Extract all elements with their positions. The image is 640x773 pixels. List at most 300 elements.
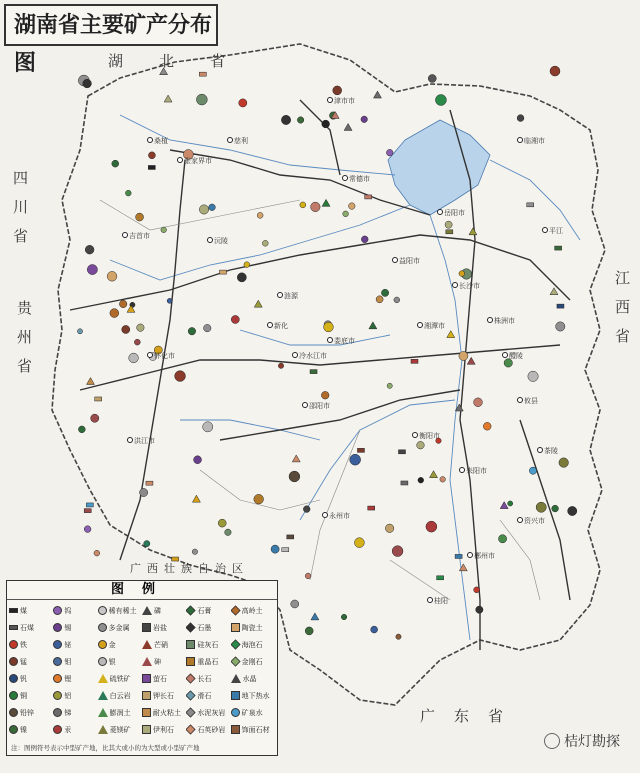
legend-item — [53, 636, 97, 653]
mineral-symbol — [282, 548, 289, 552]
legend-label: 铝 — [64, 691, 72, 700]
city-dot — [538, 448, 543, 453]
legend-item — [98, 602, 142, 619]
legend-label: 菱镁矿 — [109, 725, 131, 734]
legend-item — [98, 704, 142, 721]
mineral-symbol — [244, 262, 250, 268]
city-label: 涟源 — [284, 292, 298, 300]
mineral-symbol — [361, 116, 368, 123]
mineral-symbol — [175, 371, 186, 382]
city-label: 攸县 — [524, 397, 538, 405]
legend-item — [142, 636, 186, 653]
mineral-symbol — [311, 202, 321, 212]
mineral-symbol — [459, 271, 465, 277]
legend-item — [9, 602, 53, 619]
legend-item — [142, 619, 186, 636]
legend-item — [9, 721, 53, 738]
legend-label: 金 — [108, 640, 116, 649]
mineral-symbol — [418, 477, 424, 483]
mineral-symbol — [91, 414, 99, 422]
city-dot — [343, 176, 348, 181]
mineral-symbol — [361, 236, 368, 243]
mineral-symbol — [357, 448, 364, 452]
legend-symbol-icon — [53, 674, 62, 683]
mineral-symbol — [167, 298, 172, 303]
legend-symbol-icon — [9, 725, 18, 734]
legend-symbol-icon — [98, 674, 108, 683]
mineral-symbol — [365, 195, 372, 199]
legend-label: 钼 — [64, 657, 72, 666]
city-dot — [418, 323, 423, 328]
legend-label: 钒 — [20, 674, 27, 683]
mineral-symbol — [237, 273, 246, 282]
legend-symbol-icon — [98, 640, 107, 649]
city-label: 冷水江市 — [299, 352, 327, 360]
mineral-symbol — [387, 383, 392, 388]
mineral-symbol — [446, 230, 453, 234]
legend-label: 水晶 — [242, 674, 257, 683]
mineral-symbol — [394, 297, 400, 303]
mineral-symbol — [411, 359, 418, 363]
legend-symbol-icon — [186, 690, 196, 700]
mineral-symbol — [86, 503, 93, 507]
mineral-symbol — [300, 202, 306, 208]
legend-symbol-icon — [9, 608, 18, 613]
mineral-symbol — [146, 481, 153, 485]
mineral-symbol — [281, 115, 290, 124]
legend-label: 锂 — [64, 674, 72, 683]
mineral-symbol — [254, 494, 264, 504]
legend-label: 铜 — [20, 691, 27, 700]
wechat-icon — [544, 733, 560, 749]
mineral-symbol — [398, 450, 405, 454]
mineral-symbol — [85, 245, 94, 254]
mineral-symbol — [381, 289, 388, 296]
neighbor-guangxi: 广西壮族自治区 — [130, 562, 249, 575]
legend-symbol-icon — [98, 623, 107, 632]
mineral-symbol — [483, 422, 491, 430]
legend-label: 长石 — [197, 674, 212, 683]
legend-item — [53, 704, 97, 721]
mineral-symbol — [225, 529, 231, 535]
legend-label: 金刚石 — [241, 657, 263, 666]
legend-label: 高岭土 — [241, 606, 263, 615]
mineral-symbol — [188, 327, 195, 334]
mineral-symbol — [84, 526, 91, 533]
mineral-symbol — [555, 246, 562, 250]
legend-item — [98, 670, 142, 687]
mineral-symbol — [287, 535, 294, 539]
legend-label: 锰 — [20, 657, 27, 666]
mineral-symbol — [194, 456, 202, 464]
mineral-symbol — [297, 117, 303, 123]
mineral-symbol — [137, 324, 145, 332]
mineral-symbol — [350, 454, 361, 465]
legend-item — [53, 653, 97, 670]
mineral-symbol — [209, 204, 216, 211]
mineral-symbol — [341, 614, 346, 619]
legend-item — [9, 670, 53, 687]
city-dot — [503, 353, 508, 358]
city-dot — [293, 353, 298, 358]
mineral-symbol — [77, 329, 82, 334]
legend-symbol-icon — [231, 708, 240, 717]
legend-label: 白云岩 — [109, 691, 131, 700]
legend-label: 稀有稀土 — [108, 606, 137, 615]
mineral-symbol — [110, 309, 119, 318]
legend-item — [231, 636, 275, 653]
neighbor-sichuan: 四川省 — [11, 170, 29, 257]
legend-symbol-icon — [98, 725, 108, 734]
city-label: 娄底市 — [334, 337, 355, 345]
city-dot — [438, 210, 443, 215]
legend-label: 锡 — [64, 623, 72, 632]
legend-item — [142, 602, 186, 619]
city-dot — [460, 468, 465, 473]
mineral-symbol — [476, 606, 483, 613]
mineral-symbol — [428, 74, 436, 82]
mineral-symbol — [557, 304, 564, 308]
mineral-symbol — [556, 322, 565, 331]
legend-label: 海泡石 — [241, 640, 263, 649]
legend-symbol-icon — [186, 622, 196, 632]
mineral-symbol — [305, 573, 311, 579]
mineral-symbol — [437, 576, 444, 580]
neighbor-north: 湖 北 省 — [108, 52, 228, 70]
mineral-symbol — [527, 203, 534, 207]
legend-item — [231, 687, 275, 704]
mineral-symbol — [134, 339, 140, 345]
watermark — [544, 731, 620, 751]
legend-label: 水泥灰岩 — [197, 708, 226, 717]
legend-symbol-icon — [142, 708, 151, 717]
mineral-symbol — [271, 545, 279, 553]
mineral-symbol — [148, 165, 155, 169]
legend-symbol-icon — [186, 657, 195, 666]
city-dot — [468, 553, 473, 558]
city-dot — [393, 258, 398, 263]
mineral-symbol — [354, 538, 364, 548]
city-dot — [128, 438, 133, 443]
legend-label: 硫铁矿 — [109, 674, 131, 683]
legend-item — [186, 602, 230, 619]
mineral-symbol — [508, 501, 513, 506]
legend-item — [142, 687, 186, 704]
legend-item — [186, 704, 230, 721]
city-dot — [453, 283, 458, 288]
legend-label: 重晶石 — [197, 657, 219, 666]
city-label: 醴陵 — [509, 352, 523, 360]
legend-item — [142, 721, 186, 738]
city-dot — [303, 403, 308, 408]
legend-item — [53, 687, 97, 704]
city-label: 资兴市 — [524, 517, 545, 525]
mineral-symbol — [262, 240, 268, 246]
legend-symbol-icon — [9, 691, 18, 700]
mineral-symbol — [136, 213, 144, 221]
legend-label: 陶瓷土 — [241, 623, 263, 632]
city-label: 洪江市 — [134, 437, 155, 445]
mineral-symbol — [278, 363, 283, 368]
mineral-symbol — [343, 211, 349, 217]
city-label: 岳阳市 — [444, 209, 465, 217]
mineral-symbol — [119, 300, 126, 307]
city-label: 慈利 — [234, 137, 248, 145]
legend-label: 钨 — [64, 606, 72, 615]
mineral-symbol — [552, 505, 559, 512]
mineral-symbol — [303, 506, 310, 513]
legend-symbol-icon — [53, 657, 62, 666]
legend-label: 银 — [108, 657, 116, 666]
city-dot — [328, 98, 333, 103]
mineral-symbol — [435, 95, 446, 106]
mineral-symbol — [289, 471, 300, 482]
city-label: 长沙市 — [459, 282, 480, 290]
legend-item — [98, 721, 142, 738]
city-dot — [178, 158, 183, 163]
city-label: 永州市 — [329, 512, 350, 520]
mineral-symbol — [349, 203, 356, 210]
legend-label: 汞 — [64, 725, 72, 734]
mineral-symbol — [231, 315, 239, 323]
legend-label: 硅灰石 — [197, 640, 219, 649]
legend-symbol-icon — [9, 640, 18, 649]
legend-item — [9, 636, 53, 653]
legend-label: 膨润土 — [109, 708, 131, 717]
mineral-symbol — [386, 149, 393, 156]
mineral-symbol — [94, 550, 100, 556]
city-dot — [518, 518, 523, 523]
mineral-symbol — [445, 221, 452, 228]
mineral-symbol — [112, 160, 119, 167]
city-label: 株洲市 — [494, 317, 515, 325]
mineral-symbol — [568, 506, 577, 515]
mineral-symbol — [199, 72, 206, 76]
city-dot — [323, 513, 328, 518]
city-label: 怀化市 — [154, 352, 175, 360]
legend-item — [231, 653, 275, 670]
legend-label: 锑 — [64, 708, 72, 717]
city-label: 桑植 — [154, 137, 168, 145]
legend-grid — [7, 600, 277, 738]
legend-label: 铋 — [64, 640, 72, 649]
legend-symbol-icon — [9, 708, 18, 717]
mineral-symbol — [550, 66, 560, 76]
legend-note: 注：图例符号表示中型矿产地，比其大或小的为大型或小型矿产地 — [11, 744, 200, 752]
legend-item — [53, 721, 97, 738]
mineral-symbol — [305, 627, 313, 635]
legend-item — [142, 704, 186, 721]
legend-symbol-icon — [186, 605, 196, 615]
legend-item — [53, 619, 97, 636]
city-label: 郴州市 — [474, 552, 495, 560]
legend-symbol-icon — [186, 724, 196, 734]
legend-symbol-icon — [9, 625, 18, 630]
mineral-symbol — [199, 205, 208, 214]
mineral-symbol — [455, 554, 462, 558]
legend-symbol-icon — [231, 674, 241, 683]
legend-label: 滑石 — [197, 691, 212, 700]
mineral-symbol — [322, 120, 330, 128]
city-dot — [228, 138, 233, 143]
city-dot — [543, 228, 548, 233]
legend-label: 芒硝 — [153, 640, 168, 649]
mineral-symbol — [148, 152, 155, 159]
city-label: 津市市 — [334, 97, 355, 105]
mineral-symbol — [324, 322, 334, 332]
mineral-symbol — [257, 212, 263, 218]
mineral-symbol — [559, 458, 569, 468]
mineral-symbol — [333, 86, 342, 95]
mineral-symbol — [426, 521, 437, 532]
legend-item — [9, 704, 53, 721]
mineral-symbol — [368, 506, 375, 510]
legend-symbol-icon — [98, 708, 108, 717]
legend-symbol-icon — [98, 691, 108, 700]
legend-label: 石英砂岩 — [197, 725, 226, 734]
mineral-symbol — [459, 351, 468, 360]
mineral-symbol — [84, 509, 91, 513]
legend-symbol-icon — [231, 725, 240, 734]
city-dot — [413, 433, 418, 438]
mineral-symbol — [396, 634, 401, 639]
mineral-symbol — [498, 535, 506, 543]
city-dot — [518, 138, 523, 143]
mineral-symbol — [239, 99, 247, 107]
legend-label: 煤 — [20, 606, 27, 615]
city-dot — [123, 233, 128, 238]
mineral-symbol — [529, 467, 536, 474]
legend-symbol-icon — [9, 657, 18, 666]
city-dot — [148, 138, 153, 143]
mineral-symbol — [161, 227, 167, 233]
mineral-symbol — [144, 541, 150, 547]
city-dot — [148, 353, 153, 358]
legend-label: 饰面石材 — [241, 725, 270, 734]
legend-label: 伊利石 — [152, 725, 174, 734]
city-label: 茶陵 — [544, 447, 558, 455]
legend-symbol-icon — [142, 674, 151, 683]
legend-item — [142, 670, 186, 687]
legend-item — [53, 670, 97, 687]
mineral-symbol — [392, 546, 403, 557]
legend-label: 镍 — [20, 725, 27, 734]
map-title: 湖南省主要矿产分布图 — [4, 4, 218, 46]
mineral-symbol — [474, 398, 483, 407]
legend-label: 石膏 — [197, 606, 212, 615]
legend-item — [231, 670, 275, 687]
legend-symbol-icon — [53, 725, 62, 734]
legend-symbol-icon — [231, 691, 240, 700]
city-label: 临湘市 — [524, 137, 545, 145]
legend-item — [186, 619, 230, 636]
mineral-symbol — [218, 519, 226, 527]
mineral-symbol — [321, 391, 329, 399]
legend-item — [186, 653, 230, 670]
legend-item — [186, 687, 230, 704]
mineral-symbol — [220, 270, 227, 274]
city-label: 衡阳市 — [419, 432, 440, 440]
city-dot — [278, 293, 283, 298]
city-label: 新化 — [274, 322, 288, 330]
legend-symbol-icon — [53, 708, 62, 717]
mineral-symbol — [440, 477, 446, 483]
mineral-symbol — [310, 370, 317, 374]
legend-label: 萤石 — [152, 674, 167, 683]
city-label: 湘潭市 — [424, 322, 445, 330]
legend-label: 石墨 — [197, 623, 212, 632]
mineral-symbol — [417, 441, 425, 449]
legend-item — [231, 602, 275, 619]
legend-label: 铁 — [20, 640, 27, 649]
legend-symbol-icon — [142, 623, 151, 632]
legend-symbol-icon — [142, 640, 152, 649]
legend-item — [9, 687, 53, 704]
city-label: 沅陵 — [214, 237, 228, 245]
mineral-symbol — [291, 600, 299, 608]
mineral-symbol — [125, 190, 131, 196]
mineral-symbol — [196, 94, 207, 105]
legend-symbol-icon — [231, 605, 241, 615]
legend-item — [231, 619, 275, 636]
legend-symbol-icon — [142, 606, 152, 615]
legend-label: 砷 — [153, 657, 161, 666]
mineral-symbol — [204, 324, 211, 331]
legend-symbol-icon — [53, 623, 62, 632]
legend-symbol-icon — [142, 691, 151, 700]
legend-symbol-icon — [98, 606, 107, 615]
city-dot — [518, 398, 523, 403]
mineral-symbol — [401, 481, 408, 485]
mineral-symbol — [474, 587, 480, 593]
mineral-symbol — [536, 502, 546, 512]
legend-label: 石煤 — [20, 623, 34, 632]
mineral-symbol — [376, 296, 383, 303]
legend-symbol-icon — [53, 640, 62, 649]
legend-symbol-icon — [186, 707, 196, 717]
legend-item — [142, 653, 186, 670]
legend-label: 耐火粘土 — [152, 708, 181, 717]
watermark-text: 桔灯勘探 — [564, 734, 620, 750]
city-label: 平江 — [549, 227, 563, 235]
city-label: 张家界市 — [184, 157, 212, 165]
neighbor-jiangxi: 江西省 — [613, 270, 631, 357]
mineral-symbol — [83, 79, 92, 88]
legend-symbol-icon — [53, 606, 62, 615]
legend-item — [98, 636, 142, 653]
neighbor-guizhou: 贵州省 — [15, 300, 33, 387]
legend-symbol-icon — [142, 725, 151, 734]
mineral-symbol — [87, 264, 97, 274]
mineral-symbol — [385, 524, 394, 533]
mineral-symbol — [107, 271, 117, 281]
legend-item — [231, 704, 275, 721]
legend-item — [186, 636, 230, 653]
legend-item — [98, 619, 142, 636]
neighbor-guangdong: 广 东 省 — [420, 707, 506, 725]
mineral-symbol — [140, 488, 148, 496]
mineral-symbol — [192, 549, 197, 554]
legend — [6, 580, 278, 756]
legend-item — [53, 602, 97, 619]
legend-symbol-icon — [9, 674, 18, 683]
legend-label: 钾长石 — [152, 691, 174, 700]
legend-symbol-icon — [98, 657, 107, 666]
city-label: 耒阳市 — [466, 467, 487, 475]
mineral-symbol — [203, 422, 213, 432]
legend-item — [9, 653, 53, 670]
legend-symbol-icon — [142, 657, 152, 666]
